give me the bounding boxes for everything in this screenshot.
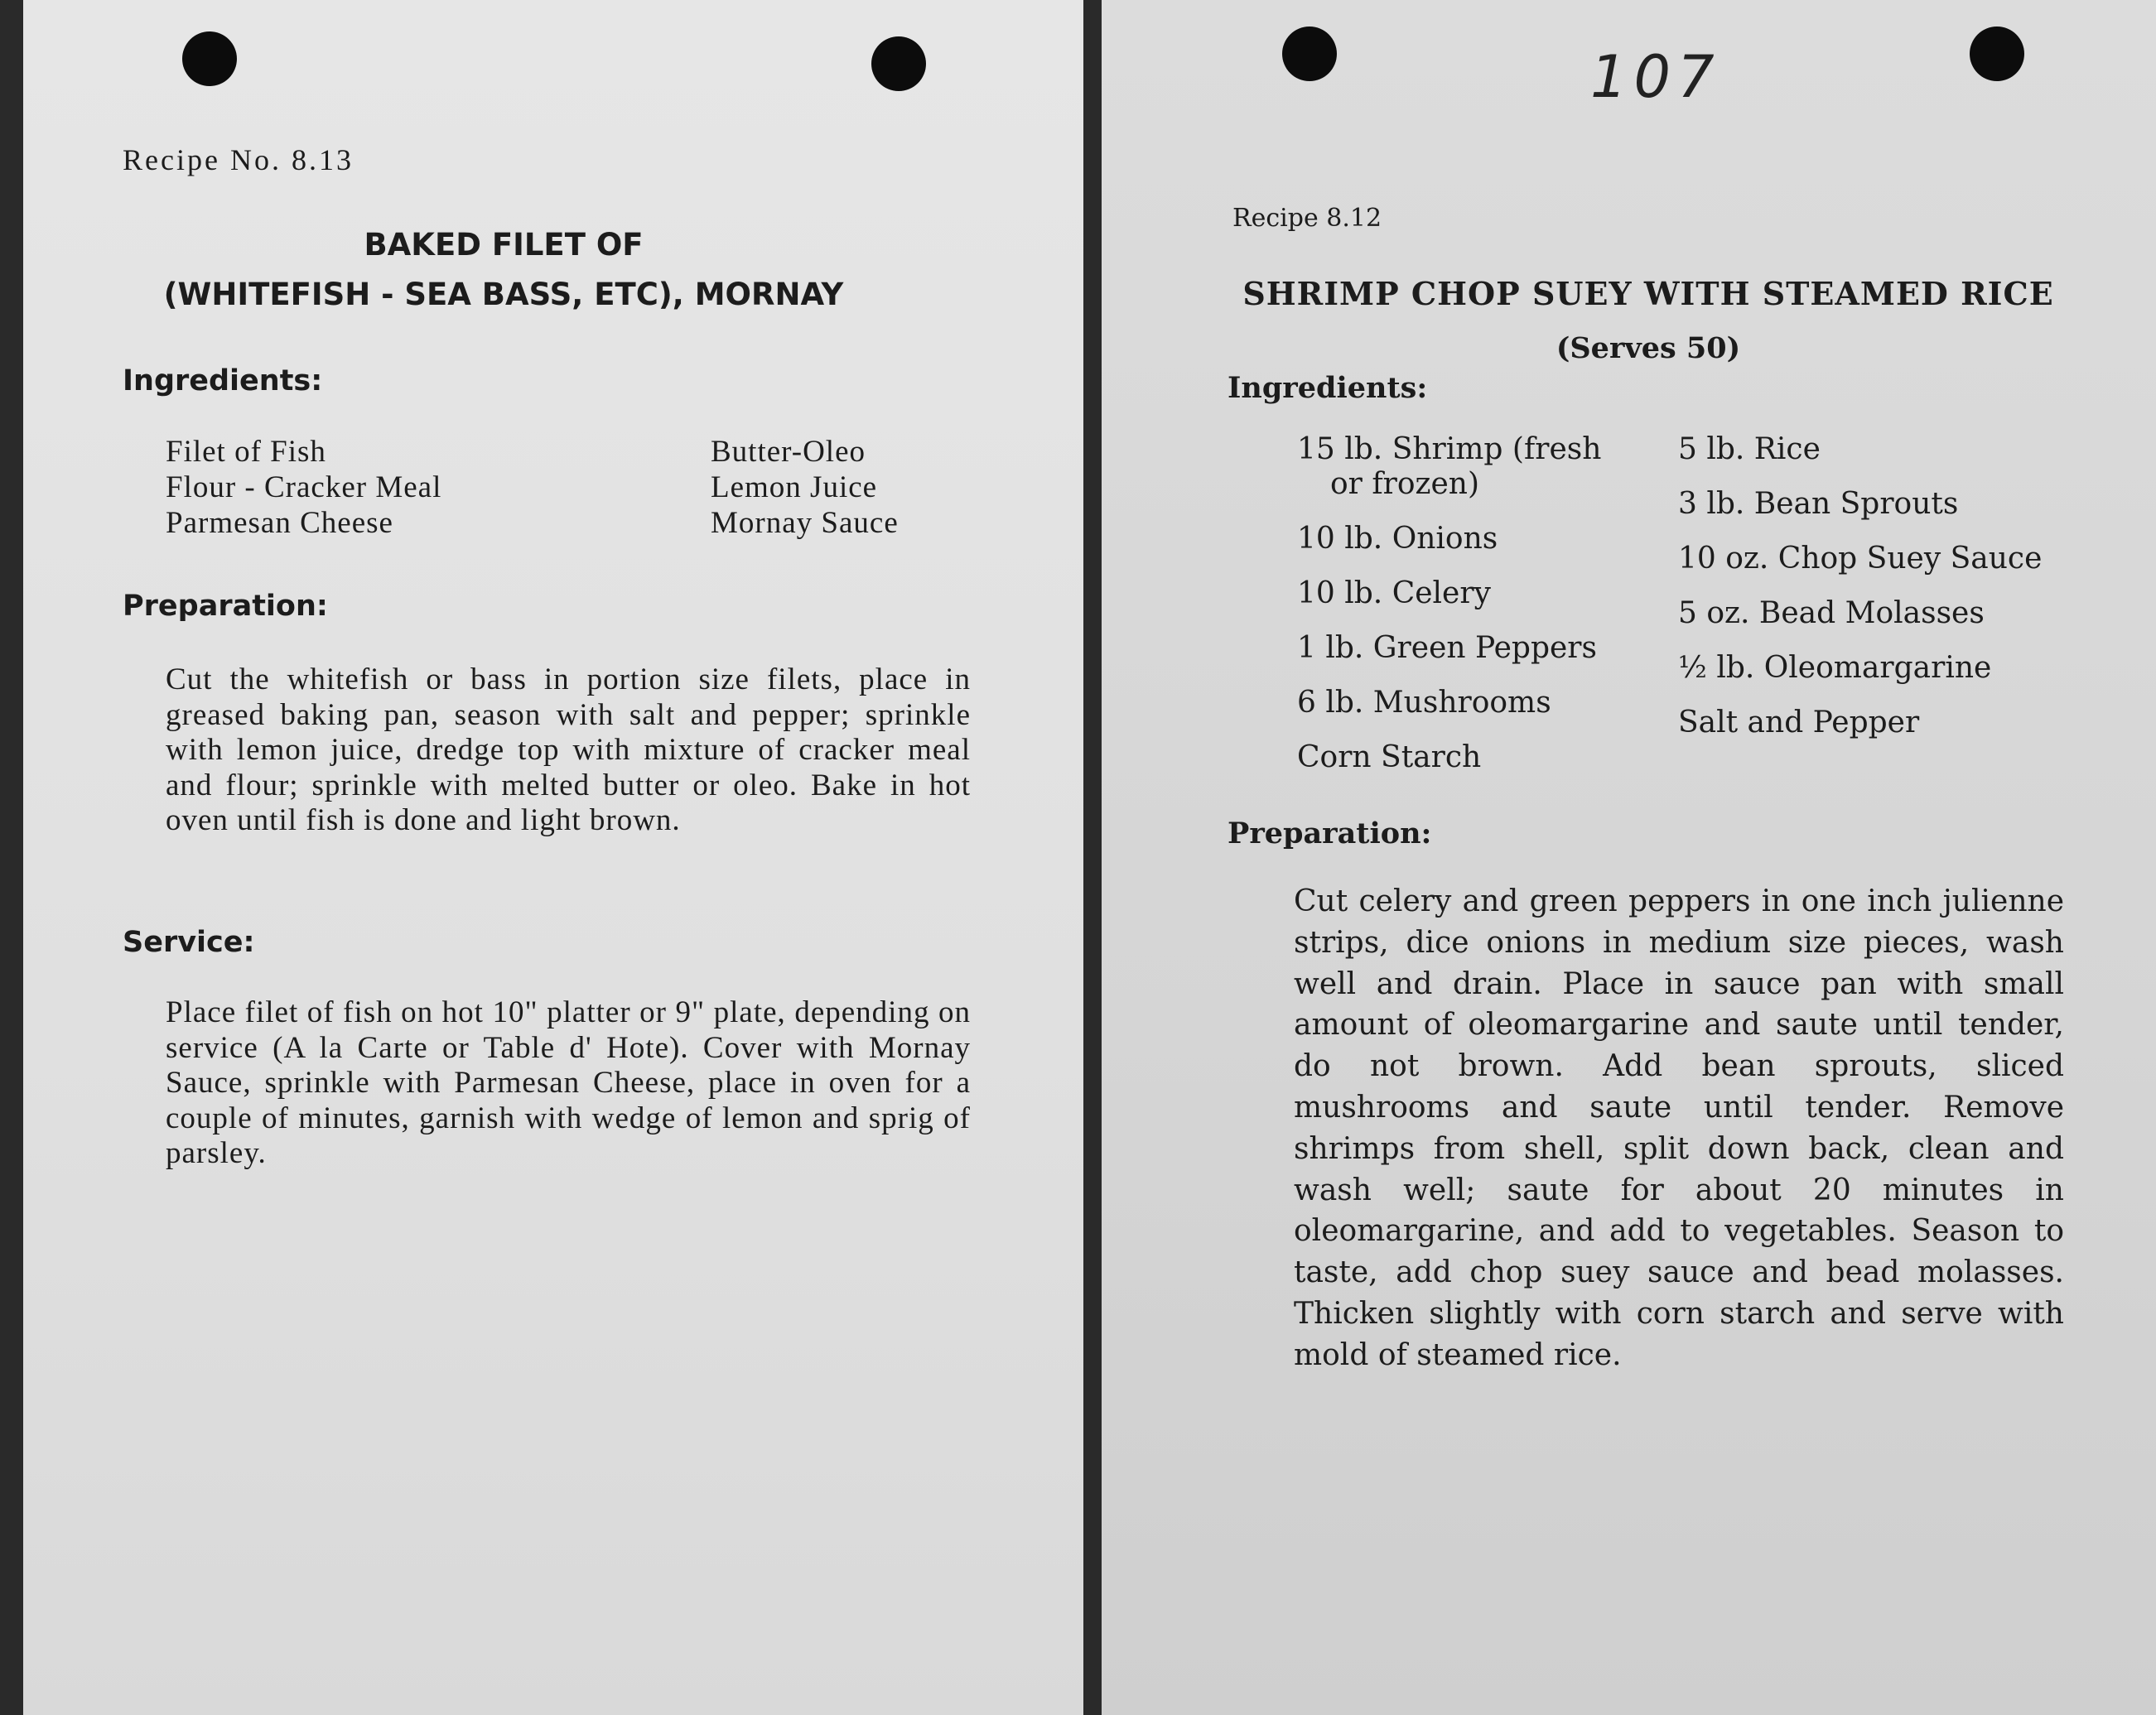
ingredient-item: 5 lb. Rice xyxy=(1678,432,1821,466)
ingredient-item: 6 lb. Mushrooms xyxy=(1297,686,1551,720)
preparation-heading: Preparation: xyxy=(123,590,328,623)
ingredients-heading: Ingredients: xyxy=(1228,371,1428,405)
ingredient-item: Salt and Pepper xyxy=(1678,706,1920,739)
recipe-card-8-13 xyxy=(23,0,1083,1715)
punch-hole-right xyxy=(871,36,926,91)
service-text: Place filet of fish on hot 10" platter or 9" plate, depending on service (A la Carte or Table d' Hote). Cover with Mornay Sauce, sprinkle with Parmesan Cheese, place in oven for a couple of minutes, garnish with wedge of lemon and sprig of parsley. xyxy=(166,995,971,1170)
recipe-title-line2: (WHITEFISH - SEA BASS, ETC), MORNAY xyxy=(163,277,844,312)
ingredients-list-left xyxy=(1297,432,1601,795)
ingredient-item xyxy=(1297,432,1601,502)
ingredient-item: 10 lb. Onions xyxy=(1297,522,1498,556)
ingredient-item-line2: or frozen) xyxy=(1330,467,1480,501)
ingredient-item: Filet of Fish xyxy=(166,435,326,469)
ingredient-item: 3 lb. Bean Sprouts xyxy=(1678,487,1959,521)
handwritten-page-number: 107 xyxy=(1590,43,1721,111)
ingredient-item: 10 lb. Celery xyxy=(1297,576,1491,610)
ingredients-list-left xyxy=(166,434,441,541)
recipe-title: SHRIMP CHOP SUEY WITH STEAMED RICE xyxy=(1242,275,2054,312)
ingredient-item: Mornay Sauce xyxy=(711,506,899,540)
ingredient-item: Butter-Oleo xyxy=(711,435,866,469)
preparation-text: Cut the whitefish or bass in portion size filets, place in greased baking pan, season with salt and pepper; sprinkle with lemon juice, dredge top with mixture of cracker meal and flour; sprinkle with melted butter or oleo. Bake in hot oven until fish is done and light brown. xyxy=(166,662,971,837)
recipe-title-line1: BAKED FILET OF xyxy=(364,227,644,263)
recipe-number: Recipe No. 8.13 xyxy=(123,143,354,176)
ingredient-item: 10 oz. Chop Suey Sauce xyxy=(1678,542,2043,576)
punch-hole-right xyxy=(1970,26,2024,81)
punch-hole-left xyxy=(1282,26,1337,81)
ingredient-item: 1 lb. Green Peppers xyxy=(1297,631,1597,665)
ingredient-item-line1: 15 lb. Shrimp (fresh xyxy=(1297,432,1602,466)
service-heading: Service: xyxy=(123,926,255,959)
serves-count: (Serves 50) xyxy=(1556,331,1741,365)
ingredient-item: ½ lb. Oleomargarine xyxy=(1678,651,1992,685)
preparation-heading: Preparation: xyxy=(1228,817,1432,850)
ingredient-item: Parmesan Cheese xyxy=(166,506,393,540)
ingredients-list-right xyxy=(1678,432,2042,760)
ingredient-item: Corn Starch xyxy=(1297,740,1482,774)
ingredients-list-right xyxy=(711,434,899,541)
ingredients-heading: Ingredients: xyxy=(123,364,323,397)
ingredient-item: 5 oz. Bead Molasses xyxy=(1678,596,1985,630)
punch-hole-left xyxy=(182,31,237,86)
ingredient-item: Flour - Cracker Meal xyxy=(166,470,442,504)
recipe-number: Recipe 8.12 xyxy=(1232,204,1382,233)
ingredient-item: Lemon Juice xyxy=(711,470,878,504)
preparation-text: Cut celery and green peppers in one inch julienne strips, dice onions in medium size pieces, wash well and drain. Place in sauce pan with small amount of oleomargarine and saute until tender, do not brown. Add bean sprouts, sliced mushrooms and saute until tender. Remove shrimps from shell, split down back, clean and wash well; saute for about 20 minutes in oleomargarine, and add to vegetables. Season to taste, add chop suey sauce and bead molasses. Thicken slightly with corn starch and serve with mold of steamed rice. xyxy=(1294,884,2064,1372)
recipe-card-8-12 xyxy=(1102,0,2156,1715)
